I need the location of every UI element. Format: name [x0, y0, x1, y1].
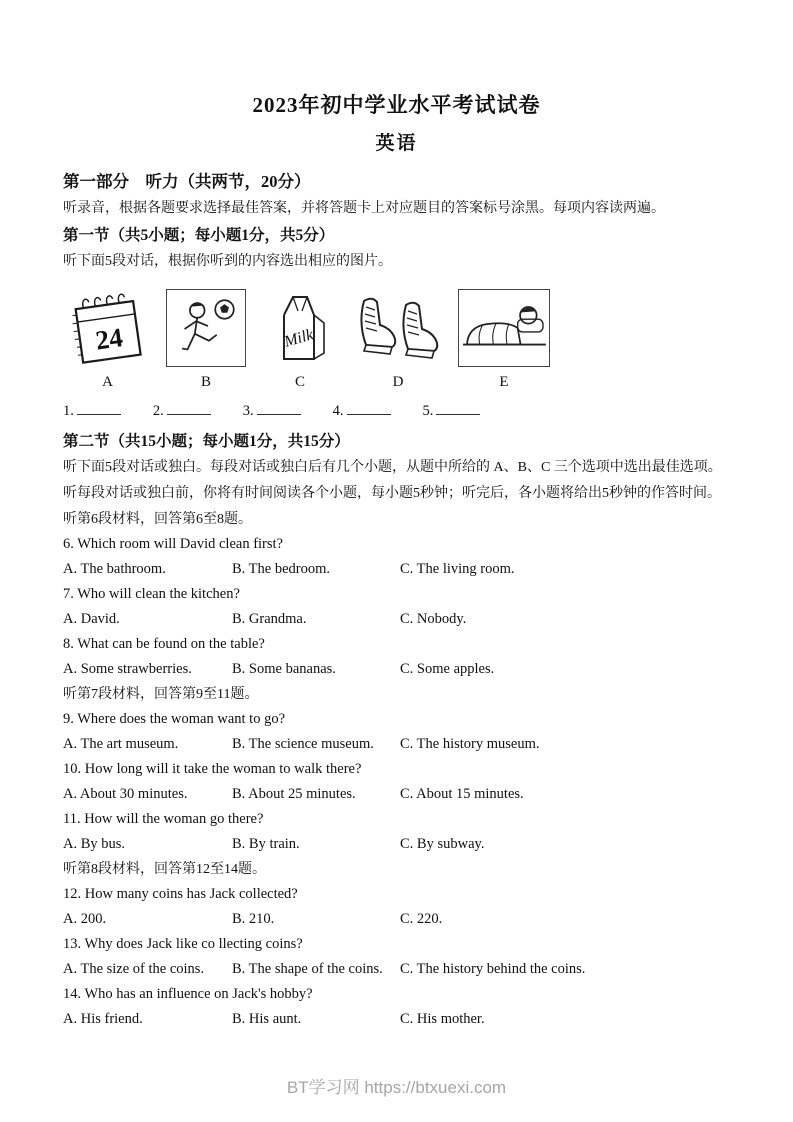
question-11-options	[63, 832, 730, 857]
picture-option-c	[262, 287, 338, 393]
blank-line	[257, 402, 301, 415]
question-14-options	[63, 1007, 730, 1032]
question-7-option-b: B. Grandma.	[232, 611, 307, 627]
subject-title: 英语	[375, 133, 418, 154]
blank-line	[347, 402, 391, 415]
question-6-option-a: A. The bathroom.	[63, 561, 166, 577]
picture-option-b	[166, 289, 246, 393]
material-prompt-6-8: 听第6段材料，回答第6至8题。	[63, 512, 252, 527]
question-13-option-c: C. The history behind the coins.	[400, 961, 586, 977]
question-10-option-c: C. About 15 minutes.	[400, 786, 524, 802]
blank-line	[436, 402, 480, 415]
svg-text:Milk: Milk	[282, 326, 316, 351]
section2-instructions: 听下面5段对话或独白。每段对话或独白后有几个小题，从题中所给的 A、B、C 三个选项中选出最佳选项。听每段对话或独白前，你将有时间阅读各个小题，每小题5秒钟；听完后，各小题将给出5秒钟的作答时间。	[63, 460, 722, 501]
watermark-footer: BT学习网 https://btxuexi.com	[286, 1078, 507, 1097]
answer-blank-1: 1.	[63, 399, 121, 424]
question-10-option-a: A. About 30 minutes.	[63, 786, 188, 802]
question-12-option-a: A. 200.	[63, 911, 107, 927]
question-group-2	[63, 682, 730, 857]
question-14-option-c: C. His mother.	[400, 1011, 485, 1027]
question-7-stem: 7. Who will clean the kitchen?	[63, 586, 240, 602]
question-group-1	[63, 507, 730, 682]
question-8-option-a: A. Some strawberries.	[63, 661, 192, 677]
part1-heading: 第一部分 听力（共两节，20分）	[63, 172, 311, 191]
question-6-option-b: B. The bedroom.	[232, 561, 330, 577]
calendar-icon	[65, 285, 150, 367]
blank-line	[77, 402, 121, 415]
question-9-option-b: B. The science museum.	[232, 736, 374, 752]
question-10-option-b: B. About 25 minutes.	[232, 786, 356, 802]
section1-heading: 第一节（共5小题；每小题1分，共5分）	[63, 227, 335, 244]
answer-blank-4: 4.	[333, 399, 391, 424]
question-8-option-b: B. Some bananas.	[232, 661, 336, 677]
question-8-stem: 8. What can be found on the table?	[63, 636, 265, 652]
answer-blank-3: 3.	[243, 399, 301, 424]
question-6-options	[63, 557, 730, 582]
question-6-stem: 6. Which room will David clean first?	[63, 536, 283, 552]
milk-carton-icon	[262, 287, 338, 367]
picture-option-d	[354, 287, 442, 393]
question-13-options	[63, 957, 730, 982]
picture-label-d: D	[392, 374, 404, 390]
boy-kicking-football-icon	[166, 289, 246, 367]
question-9-options	[63, 732, 730, 757]
question-7-option-c: C. Nobody.	[400, 611, 467, 627]
blank-line	[167, 402, 211, 415]
question-10-options	[63, 782, 730, 807]
material-prompt-12-14: 听第8段材料，回答第12至14题。	[63, 862, 266, 877]
material-prompt-9-11: 听第7段材料，回答第9至11题。	[63, 687, 259, 702]
svg-text:24: 24	[93, 322, 125, 356]
question-9-option-c: C. The history museum.	[400, 736, 540, 752]
question-14-option-b: B. His aunt.	[232, 1011, 302, 1027]
question-11-option-c: C. By subway.	[400, 836, 485, 852]
question-8-options	[63, 657, 730, 682]
question-11-option-b: B. By train.	[232, 836, 300, 852]
section2-heading: 第二节（共15小题；每小题1分，共15分）	[63, 433, 350, 450]
question-9-stem: 9. Where does the woman want to go?	[63, 711, 286, 727]
question-13-option-b: B. The shape of the coins.	[232, 961, 383, 977]
picture-option-a	[65, 285, 150, 393]
picture-label-e: E	[499, 374, 509, 390]
picture-label-a: A	[102, 374, 113, 390]
part1-instructions: 听录音，根据各题要求选择最佳答案，并将答题卡上对应题目的答案标号涂黑。每项内容读两遍。	[63, 201, 665, 216]
question-11-stem: 11. How will the woman go there?	[63, 811, 264, 827]
answer-blank-2: 2.	[153, 399, 211, 424]
picture-label-c: C	[294, 374, 305, 390]
answer-blanks-row	[63, 399, 730, 424]
picture-option-e	[458, 289, 550, 393]
question-9-option-a: A. The art museum.	[63, 736, 179, 752]
question-10-stem: 10. How long will it take the woman to walk there?	[63, 761, 362, 777]
question-14-option-a: A. His friend.	[63, 1011, 143, 1027]
question-12-stem: 12. How many coins has Jack collected?	[63, 886, 298, 902]
sneakers-icon	[354, 287, 442, 367]
picture-label-b: B	[200, 374, 211, 390]
answer-blank-5: 5.	[423, 399, 481, 424]
person-sleeping-icon	[458, 289, 550, 367]
question-7-option-a: A. David.	[63, 611, 120, 627]
question-8-option-c: C. Some apples.	[400, 661, 495, 677]
question-12-option-c: C. 220.	[400, 911, 443, 927]
question-12-options	[63, 907, 730, 932]
question-13-stem: 13. Why does Jack like co llecting coins?	[63, 936, 303, 952]
question-12-option-b: B. 210.	[232, 911, 275, 927]
question-6-option-c: C. The living room.	[400, 561, 515, 577]
page-title: 2023年初中学业水平考试试卷	[252, 93, 541, 117]
question-11-option-a: A. By bus.	[63, 836, 126, 852]
question-14-stem: 14. Who has an influence on Jack's hobby?	[63, 986, 313, 1002]
section1-instructions: 听下面5段对话，根据你听到的内容选出相应的图片。	[63, 254, 392, 269]
question-7-options	[63, 607, 730, 632]
listening-picture-options	[65, 285, 730, 393]
question-group-3	[63, 857, 730, 1032]
question-13-option-a: A. The size of the coins.	[63, 961, 205, 977]
